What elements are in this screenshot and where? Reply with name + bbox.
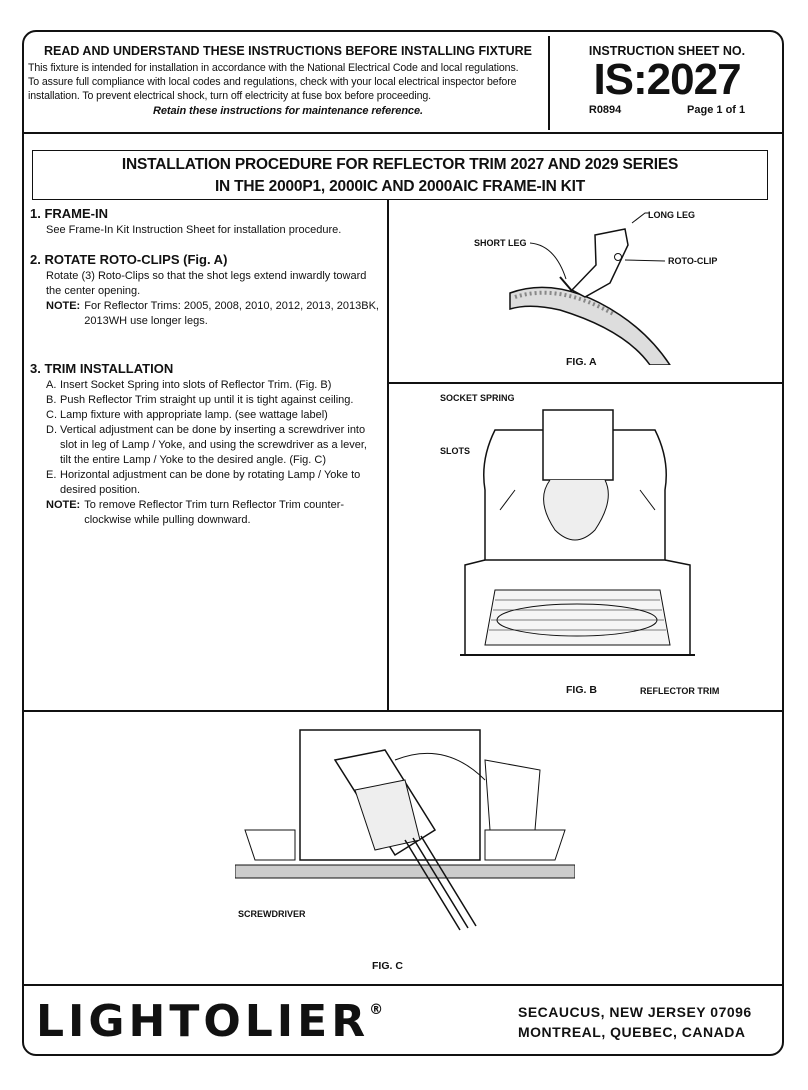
warning-line-3: installation. To prevent electrical shock, turn off electricity at fuse box before proceeding. [28, 90, 432, 102]
revision-code: R0894 [588, 104, 622, 116]
company-address [518, 1002, 752, 1042]
list-item: C. Lamp fixture with appropriate lamp. (see wattage label) [46, 409, 328, 421]
fig-b-slots-label: SLOTS [440, 446, 471, 456]
fig-b-socket-spring-label: SOCKET SPRING [440, 393, 515, 403]
section-heading: 2. ROTATE ROTO-CLIPS (Fig. A) [30, 252, 228, 267]
step-list [30, 378, 380, 498]
note-text: For Reflector Trims: 2005, 2008, 2010, 2012, 2013, 2013BK, 2013WH use longer legs. [84, 300, 379, 327]
section-heading: 3. TRIM INSTALLATION [30, 361, 174, 376]
address-line-2: MONTREAL, QUEBEC, CANADA [518, 1024, 746, 1040]
page-count: Page 1 of 1 [687, 104, 746, 116]
list-item: A. Insert Socket Spring into slots of Reflector Trim. (Fig. B) [46, 379, 332, 391]
note-text: To remove Reflector Trim turn Reflector Trim counter-clockwise while pulling downward. [84, 499, 345, 526]
fig-b-reflector-trim-label: REFLECTOR TRIM [640, 686, 720, 696]
fig-b-caption: FIG. B [566, 684, 597, 696]
section-frame-in [30, 206, 380, 238]
warning-header [28, 40, 548, 130]
figure-divider [22, 710, 784, 712]
fig-a-drawing [500, 205, 740, 365]
figure-divider [387, 382, 784, 384]
section-trim-installation [30, 361, 380, 528]
section-text: See Frame-In Kit Instruction Sheet for installation procedure. [46, 224, 342, 236]
note [46, 299, 380, 329]
fig-a-caption: FIG. A [566, 356, 597, 368]
fig-c-caption: FIG. C [372, 960, 403, 972]
note-label: NOTE: [46, 499, 81, 511]
sheet-id-block [556, 40, 778, 116]
instructions-column [30, 206, 380, 528]
title-line-2: IN THE 2000P1, 2000IC AND 2000AIC FRAME-IN KIT [214, 178, 586, 195]
sheet-label: INSTRUCTION SHEET NO. [588, 44, 746, 58]
header-divider [548, 36, 550, 130]
section-heading: 1. FRAME-IN [30, 206, 108, 221]
header-rule [22, 132, 784, 134]
section-roto-clips [30, 252, 380, 329]
figure-divider [387, 200, 389, 710]
list-item: B. Push Reflector Trim straight up until it is tight against ceiling. [46, 394, 354, 406]
fig-a-short-leg-label: SHORT LEG [474, 238, 527, 248]
fig-b-drawing [455, 390, 700, 665]
fig-c-screwdriver-label: SCREWDRIVER [238, 909, 306, 919]
sheet-number: IS:2027 [593, 55, 741, 104]
address-line-1: SECAUCUS, NEW JERSEY 07096 [518, 1004, 752, 1020]
fig-a-roto-clip-label: ROTO-CLIP [668, 256, 718, 266]
title-line-1: INSTALLATION PROCEDURE FOR REFLECTOR TRIM 2027 AND 2029 SERIES [121, 156, 679, 173]
brand-logo: LIGHTOLIER® [36, 996, 384, 1047]
warning-line-1: This fixture is intended for installation in accordance with the National Electrical Code and local regulations. [28, 62, 519, 74]
note-label: NOTE: [46, 300, 81, 312]
list-item: D. Vertical adjustment can be done by inserting a screwdriver into slot in leg of Lamp / Yoke, and using the screwdriver as a lever, tilt the entire Lamp / Yoke to the desired angle. (Fig. C) [46, 424, 367, 466]
fig-a-long-leg-label: LONG LEG [648, 210, 695, 220]
list-item: E. Horizontal adjustment can be done by rotating Lamp / Yoke to desired position. [46, 469, 361, 496]
section-text: Rotate (3) Roto-Clips so that the shot legs extend inwardly toward the center opening. [46, 270, 367, 297]
warning-heading: READ AND UNDERSTAND THESE INSTRUCTIONS BEFORE INSTALLING FIXTURE [44, 44, 532, 58]
retain-notice: Retain these instructions for maintenance reference. [153, 105, 423, 117]
warning-line-2: To assure full compliance with local codes and regulations, check with your local electrical inspector before [28, 76, 517, 88]
page-title [32, 150, 768, 200]
footer-rule [22, 984, 784, 986]
note [46, 498, 380, 528]
